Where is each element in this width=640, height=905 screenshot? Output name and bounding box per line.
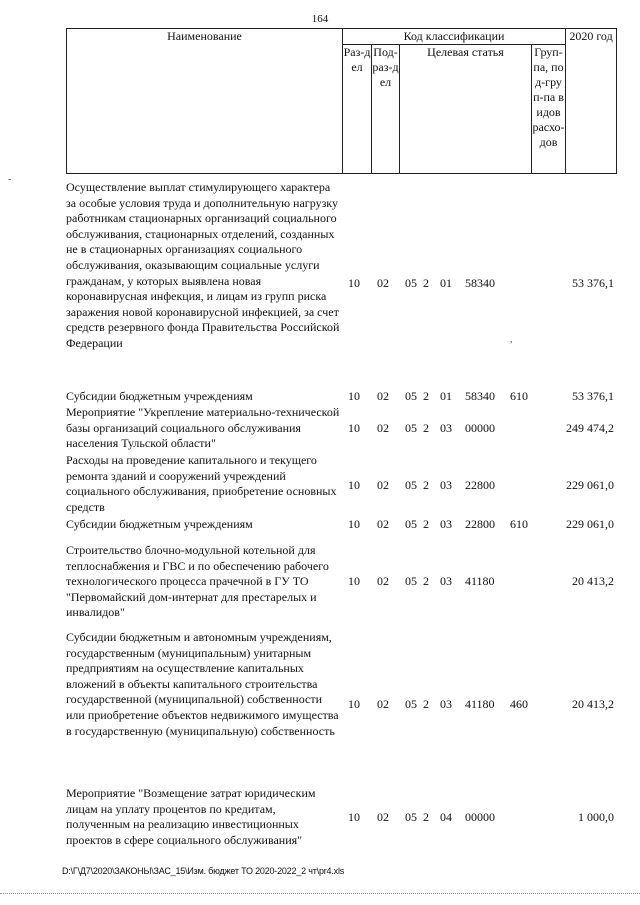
row-target-2: 2: [423, 810, 429, 824]
row-name: Осуществление выплат стимулирующего характера за особые условия труда и дополнительную нагрузку работникам стационарных организаций социального обслуживания, стационарных отделений, созданных не в стационарных организациях социального обслуживания, оказывающим социальные услуги гражданам, у которых выявлена новая коронавирусная инфекция, и лицам из групп риска заражения новой коронавирусной инфекцией, за счет средств резервного фонда Правительства Российской Федерации: [66, 180, 340, 350]
row-target-3: 01: [440, 276, 452, 290]
row-podrazdel: 02: [377, 478, 389, 492]
row-target-2: 2: [423, 421, 429, 435]
row-target-2: 2: [423, 276, 429, 290]
row-razdel: 10: [348, 389, 360, 403]
row-name: Расходы на проведение капитального и текущего ремонта зданий и сооружений учреждений социального обслуживания, приобретение основных средств: [66, 453, 337, 514]
header-podrazdel: Под-раз-дел: [372, 45, 400, 174]
row-razdel: 10: [348, 478, 360, 492]
row-podrazdel: 02: [377, 574, 389, 588]
row-razdel: 10: [348, 574, 360, 588]
row-razdel: 10: [348, 810, 360, 824]
row-podrazdel: 02: [377, 517, 389, 531]
row-target-1: 05: [405, 517, 417, 531]
row-target-4: 58340: [465, 389, 495, 403]
row-target-1: 05: [405, 574, 417, 588]
header-razdel: Раз-дел: [343, 45, 372, 174]
row-target-3: 04: [440, 810, 452, 824]
row-razdel: 10: [348, 421, 360, 435]
row-sum: 229 061,0: [566, 478, 614, 492]
row-target-2: 2: [423, 697, 429, 711]
row-target-2: 2: [423, 389, 429, 403]
header-target: Целевая статья: [400, 45, 532, 174]
row-target-4: 00000: [465, 810, 495, 824]
row-razdel: 10: [348, 697, 360, 711]
row-razdel: 10: [348, 276, 360, 290]
row-podrazdel: 02: [377, 276, 389, 290]
scan-mark: ,: [510, 334, 513, 345]
row-target-1: 05: [405, 276, 417, 290]
header-name: Наименование: [67, 29, 343, 174]
row-target-3: 03: [440, 517, 452, 531]
row-target-2: 2: [423, 478, 429, 492]
row-target-1: 05: [405, 697, 417, 711]
table-header: [66, 28, 616, 174]
row-razdel: 10: [348, 517, 360, 531]
row-target-2: 2: [423, 574, 429, 588]
row-podrazdel: 02: [377, 421, 389, 435]
file-path-footer: D:\Г\Д7\2020\ЗАКОНЫ\ЗАС_15\Изм. бюджет ТО 2020-2022_2 чт\pr4.xls: [62, 866, 345, 876]
row-podrazdel: 02: [377, 697, 389, 711]
row-target-4: 22800: [465, 478, 495, 492]
row-podrazdel: 02: [377, 810, 389, 824]
row-target-4: 22800: [465, 517, 495, 531]
row-sum: 1 000,0: [578, 810, 614, 824]
header-year: 2020 год: [566, 29, 617, 174]
row-target-1: 05: [405, 389, 417, 403]
row-target-4: 41180: [465, 574, 495, 588]
row-sum: 53 376,1: [572, 389, 614, 403]
header-code: Код классификации: [343, 29, 566, 45]
row-target-3: 03: [440, 697, 452, 711]
row-target-3: 03: [440, 421, 452, 435]
row-target-2: 2: [423, 517, 429, 531]
row-target-1: 05: [405, 478, 417, 492]
row-sum: 20 413,2: [572, 697, 614, 711]
row-target-4: 58340: [465, 276, 495, 290]
row-sum: 229 061,0: [566, 517, 614, 531]
row-sum: 53 376,1: [572, 276, 614, 290]
row-name: Субсидии бюджетным и автономным учреждениям, государственным (муниципальным) унитарным предприятиям на осуществление капитальных вложений в объекты капитального строительства государственной (муниципальной) собственности или приобретение объектов недвижимого имущества в государственную (муниципальную) собственность: [66, 630, 339, 738]
row-group: 610: [510, 517, 528, 531]
row-target-4: 00000: [465, 421, 495, 435]
row-target-4: 41180: [465, 697, 495, 711]
row-target-3: 01: [440, 389, 452, 403]
row-name: Субсидии бюджетным учреждениям: [66, 389, 253, 403]
page-edge-divider: [0, 893, 640, 894]
row-target-3: 03: [440, 574, 452, 588]
page-number: 164: [311, 13, 329, 25]
row-group: 460: [510, 697, 528, 711]
row-sum: 20 413,2: [572, 574, 614, 588]
row-name: Мероприятие "Укрепление материально-технической базы организаций социального обслуживания населения Тульской области": [66, 405, 340, 451]
row-name: Субсидии бюджетным учреждениям: [66, 517, 253, 531]
scan-mark: -: [8, 174, 12, 185]
row-podrazdel: 02: [377, 389, 389, 403]
row-target-1: 05: [405, 421, 417, 435]
row-name: Строительство блочно-модульной котельной для теплоснабжения и ГВС и по обеспечению рабочего технологического процесса прачечной в ГУ ТО "Первомайский дом-интернат для престарелых и инвалидов": [66, 543, 329, 620]
row-group: 610: [510, 389, 528, 403]
row-name: Мероприятие "Возмещение затрат юридическим лицам на уплату процентов по кредитам, полученным на реализацию инвестиционных проектов в сфере социального обслуживания": [66, 786, 316, 847]
row-target-1: 05: [405, 810, 417, 824]
row-sum: 249 474,2: [566, 421, 614, 435]
header-group: Груп-па, под-груп-па видов расхо-дов: [532, 45, 566, 174]
row-target-3: 03: [440, 478, 452, 492]
